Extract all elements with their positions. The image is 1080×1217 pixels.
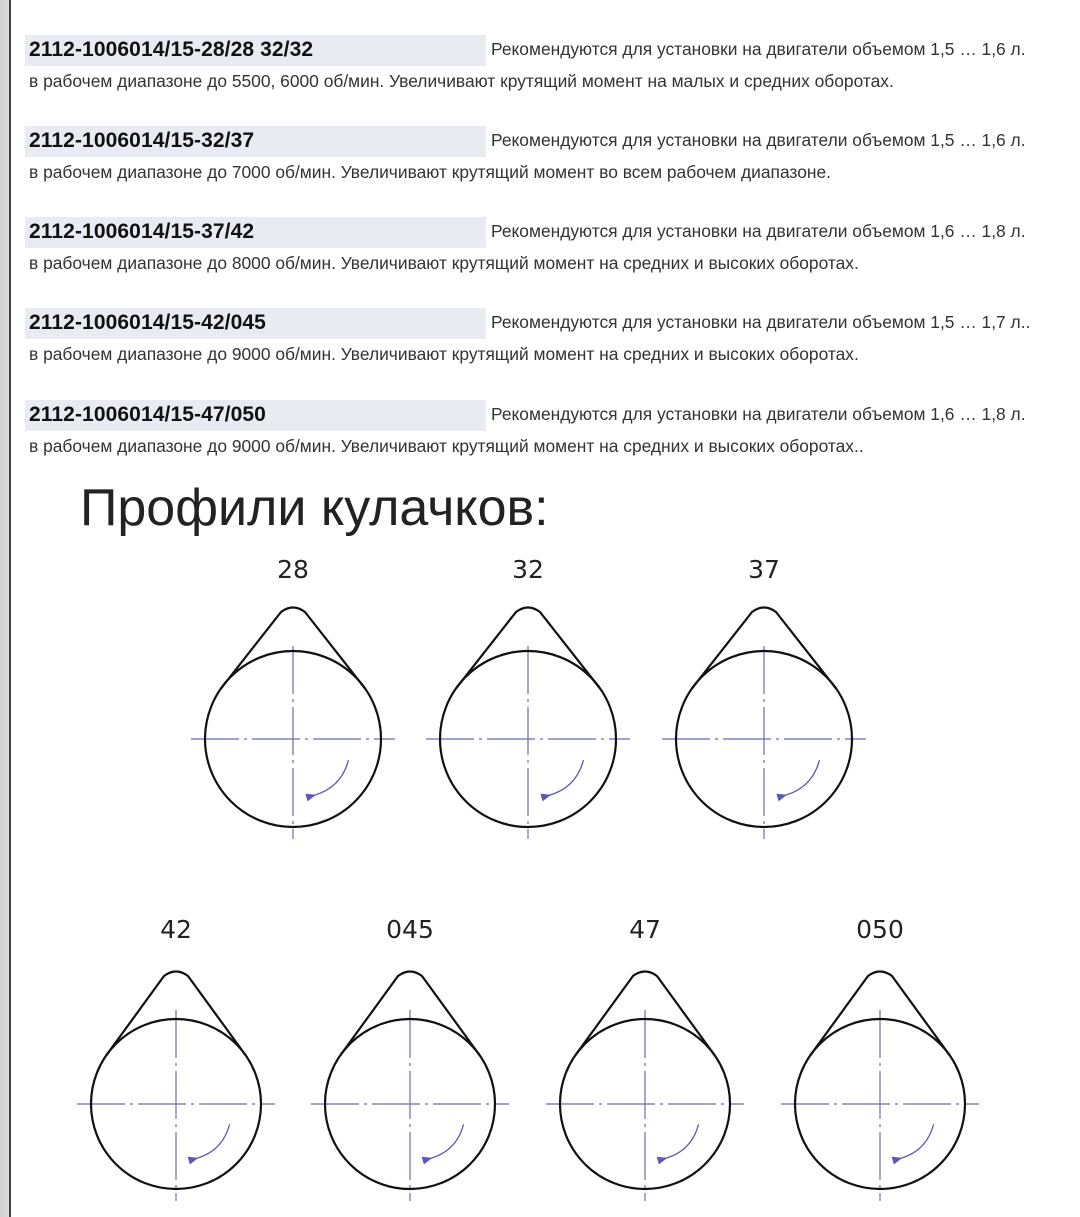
camshaft-entry [0, 217, 1080, 287]
cam-profile-label: 37 [748, 555, 780, 584]
rotation-arrow-icon [196, 1124, 229, 1158]
camshaft-entry [0, 35, 1080, 105]
rotation-arrow-icon [900, 1124, 933, 1158]
description-line-1: Рекомендуются для установки на двигатели объемом 1,5 … 1,6 л. [491, 39, 1026, 59]
description-line-2: в рабочем диапазоне до 9000 об/мин. Увеличивают крутящий момент на средних и высоких оборотах.. [29, 436, 864, 456]
part-number-highlight [25, 217, 486, 248]
cam-profile [426, 555, 630, 839]
cam-profile-label: 42 [160, 915, 192, 944]
cam-profile-label: 47 [629, 915, 661, 944]
cam-profile-label: 045 [386, 915, 434, 944]
part-number: 2112-1006014/15-42/045 [29, 311, 266, 334]
part-number: 2112-1006014/15-32/37 [29, 129, 255, 152]
part-number: 2112-1006014/15-28/28 32/32 [29, 38, 314, 61]
rotation-arrow-icon [430, 1124, 463, 1158]
description-line-2: в рабочем диапазоне до 8000 об/мин. Увеличивают крутящий момент на средних и высоких оборотах. [29, 253, 859, 273]
part-number-highlight [25, 400, 486, 431]
part-number-highlight [25, 308, 486, 339]
description-line-2: в рабочем диапазоне до 9000 об/мин. Увеличивают крутящий момент на средних и высоких оборотах. [29, 344, 859, 364]
part-number: 2112-1006014/15-47/050 [29, 403, 266, 426]
rotation-arrow-icon [314, 760, 348, 795]
description-line-2: в рабочем диапазоне до 5500, 6000 об/мин. Увеличивают крутящий момент на малых и средних оборотах. [29, 71, 894, 91]
cam-profile [546, 915, 744, 1201]
description-line-1: Рекомендуются для установки на двигатели объемом 1,5 … 1,7 л.. [491, 312, 1031, 332]
rotation-arrow-icon [665, 1124, 698, 1158]
part-number-highlight [25, 35, 486, 66]
rotation-arrow-icon [785, 760, 819, 795]
description-line-1: Рекомендуются для установки на двигатели объемом 1,5 … 1,6 л. [491, 130, 1026, 150]
camshaft-entry [0, 400, 1080, 470]
description-line-1: Рекомендуются для установки на двигатели объемом 1,6 … 1,8 л. [491, 404, 1026, 424]
cam-profile-label: 050 [856, 915, 904, 944]
cam-profile [311, 915, 509, 1201]
part-number: 2112-1006014/15-37/42 [29, 220, 255, 243]
camshaft-entry [0, 308, 1080, 378]
cam-profile [77, 915, 275, 1201]
cam-profiles-heading: Профили кулачков: [80, 479, 549, 537]
cam-profile-label: 32 [512, 555, 544, 584]
cam-profile [662, 555, 866, 839]
rotation-arrow-icon [549, 760, 583, 795]
part-number-highlight [25, 126, 486, 157]
cam-profiles-diagram [0, 540, 1080, 1217]
cam-profile [191, 555, 395, 839]
cam-profile-label: 28 [277, 555, 309, 584]
cam-profile [781, 915, 979, 1201]
description-line-2: в рабочем диапазоне до 7000 об/мин. Увеличивают крутящий момент во всем рабочем диапазоне. [29, 162, 831, 182]
camshaft-entry [0, 126, 1080, 196]
description-line-1: Рекомендуются для установки на двигатели объемом 1,6 … 1,8 л. [491, 221, 1026, 241]
